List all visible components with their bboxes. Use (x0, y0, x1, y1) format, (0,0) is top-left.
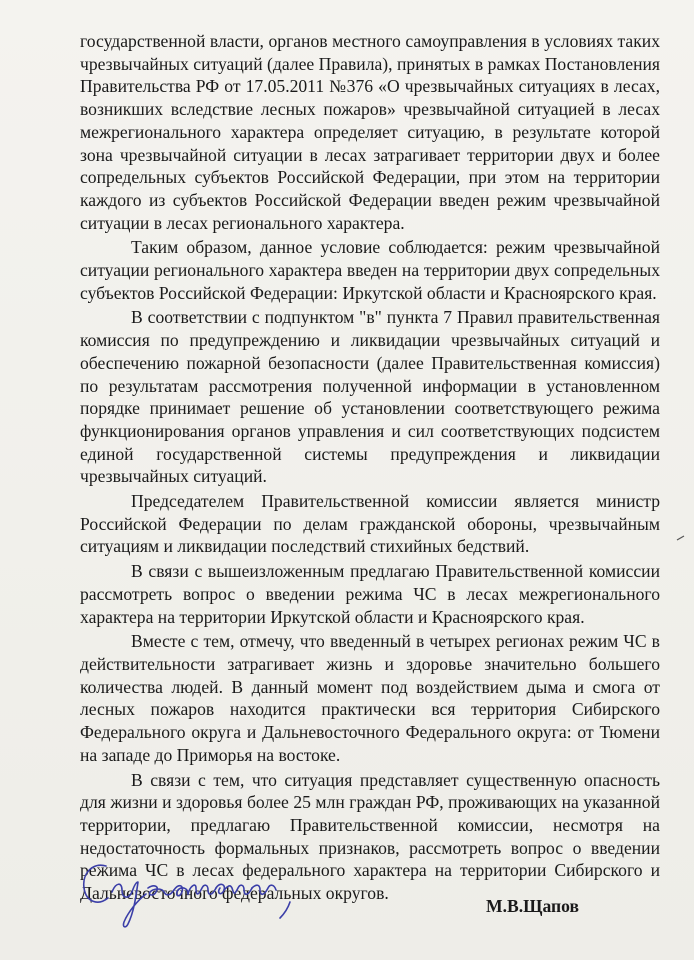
paragraph-rules-definition: государственной власти, органов местного самоуправления в условиях таких чрезвычайных ситуаций (далее Правила), принятых в рамках Постановления Правительства РФ от 17.05.2011 №376 «О чрезвычайных ситуациях в лесах, возникших вследствие лесных пожаров» чрезвычайной ситуацией в лесах межрегионального характера определяет ситуацию, в результате которой зона чрезвычайной ситуации в лесах затрагивает территории двух и более сопредельных субъектов Российской Федерации, при этом на территории каждого из субъектов Российской Федерации введен режим чрезвычайной ситуации в лесах регионального характера. (80, 31, 660, 233)
paragraph-affected-population: Вместе с тем, отмечу, что введенный в четырех регионах режим ЧС в действительности затрагивает жизнь и здоровье значительно большего количества людей. В данный момент под воздействием дыма и смога от лесных пожаров находится практически вся территория Сибирского Федерального округа и Дальневосточного Федерального округа: от Тюмени на западе до Приморья на востоке. (80, 631, 660, 765)
paragraph-proposal-interregional: В связи с вышеизложенным предлагаю Правительственной комиссии рассмотреть вопрос о введении режима ЧС в лесах межрегионального характера на территории Иркутской области и Красноярского края. (80, 561, 660, 627)
paragraph-commission-chair: Председателем Правительственной комиссии является министр Российской Федерации по делам гражданской обороны, чрезвычайным ситуациям и ликвидации последствий стихийных бедствий. (80, 491, 660, 557)
paragraph-proposal-federal: В связи с тем, что ситуация представляет существенную опасность для жизни и здоровья более 25 млн граждан РФ, проживающих на указанной территории, предлагаю Правительственной комиссии, несмотря на недостаточность формальных признаков, рассмотреть вопрос о введении режима ЧС в лесах федерального характера на территории Сибирского и Дальневосточного федеральных округов. (80, 769, 660, 904)
margin-mark-icon (676, 534, 686, 542)
paragraph-commission-decision: В соответствии с подпунктом "в" пункта 7 Правил правительственная комиссия по предупреждению и ликвидации чрезвычайных ситуаций и обеспечению пожарной безопасности (далее Правительственная комиссия) по результатам рассмотрения полученной информации в установленном порядке принимает решение об установлении соответствующего режима функционирования органов управления и сил соответствующих подсистем единой государственной системы предупреждения и ликвидации чрезвычайных ситуаций. (80, 307, 660, 487)
handwritten-closing-signature (78, 852, 308, 930)
paragraph-condition-met: Таким образом, данное условие соблюдается: режим чрезвычайной ситуации регионального характера введен на территории двух сопредельных субъектов Российской Федерации: Иркутской области и Красноярского края. (80, 237, 660, 303)
signer-name: М.В.Щапов (486, 896, 580, 916)
letter-body (80, 30, 660, 905)
